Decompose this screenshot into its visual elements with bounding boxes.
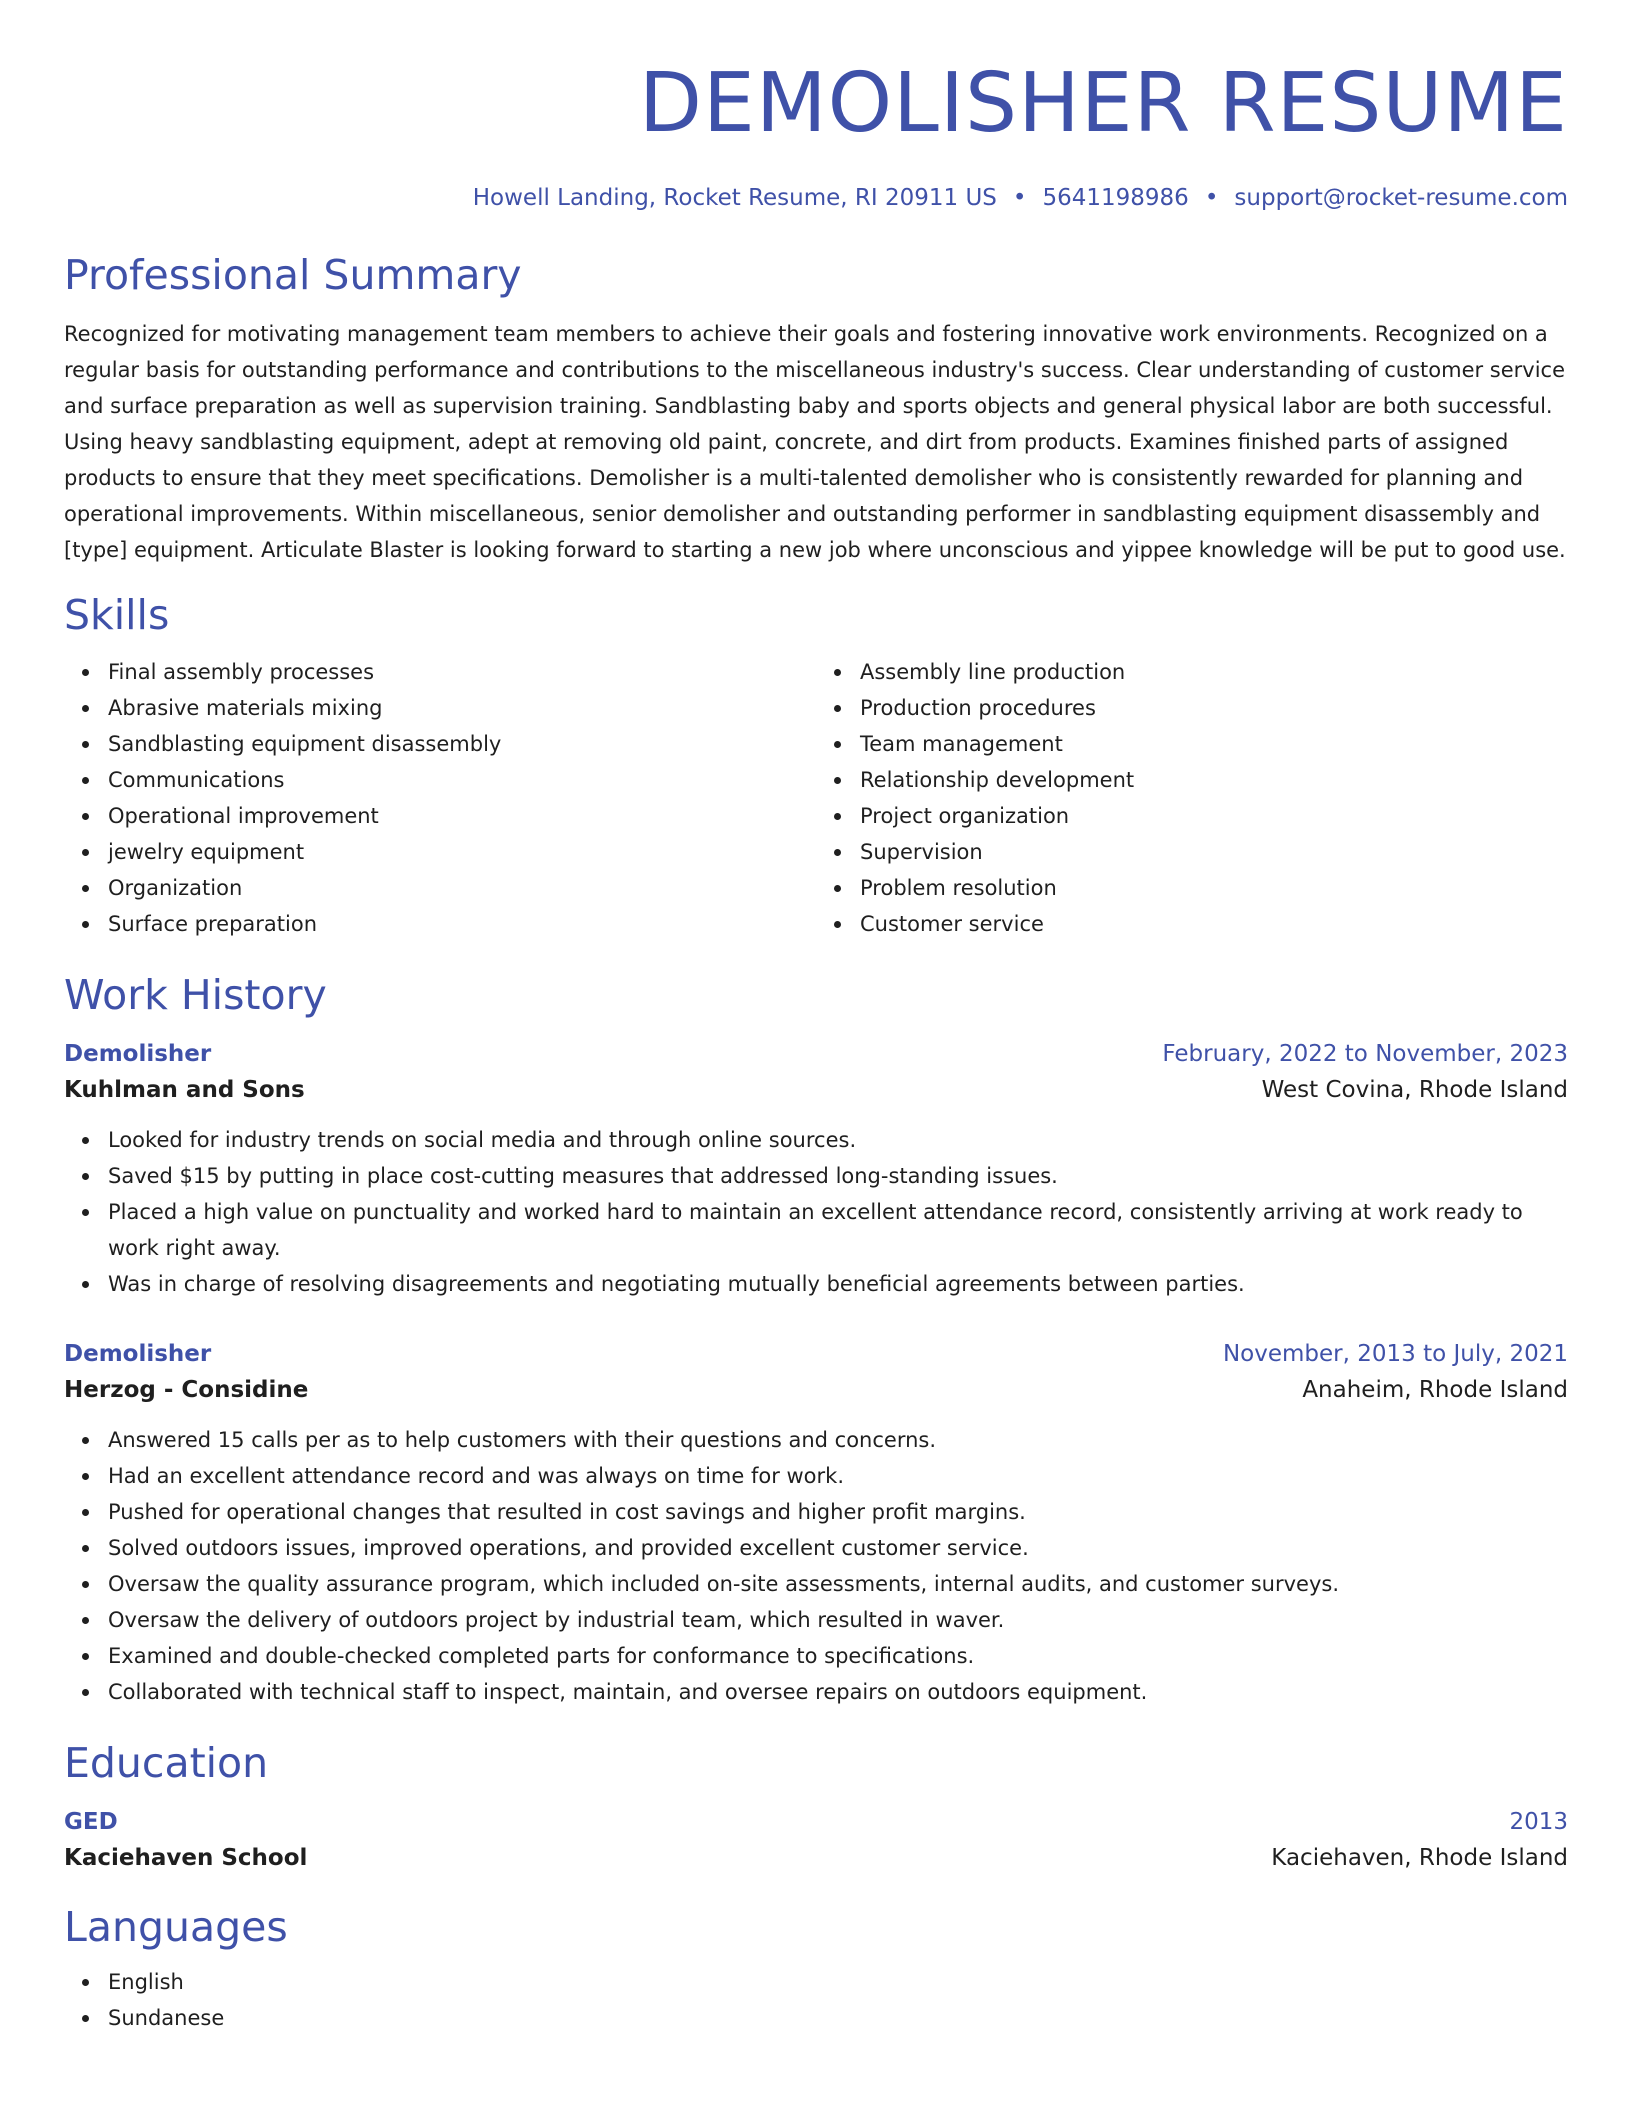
skill-item: Communications bbox=[108, 762, 816, 798]
job-bullets bbox=[64, 1422, 1568, 1710]
skill-item: Assembly line production bbox=[860, 654, 1568, 690]
education-header-row bbox=[64, 1804, 1568, 1840]
languages-section bbox=[64, 1902, 1568, 2036]
skill-item: Relationship development bbox=[860, 762, 1568, 798]
summary-text: Recognized for motivating management team members to achieve their goals and fostering innovative work environments. Recognized on a regular basis for outstanding performance and contributions to the miscellaneous industry's success. Clear understanding of customer service and surface preparation as well as supervision training. Sandblasting baby and sports objects and general physical labor are both successful. Using heavy sandblasting equipment, adept at removing old paint, concrete, and dirt from products. Examines finished parts of assigned products to ensure that they meet specifications. Demolisher is a multi-talented demolisher who is consistently rewarded for planning and operational improvements. Within miscellaneous, senior demolisher and outstanding performer in sandblasting equipment disassembly and [type] equipment. Articulate Blaster is looking forward to starting a new job where unconscious and yippee knowledge will be put to good use. bbox=[64, 322, 1566, 562]
job-location: West Covina, Rhode Island bbox=[1261, 1077, 1568, 1103]
skills-column-left bbox=[64, 654, 816, 942]
job-company: Herzog - Considine bbox=[64, 1377, 309, 1403]
skill-item: jewelry equipment bbox=[108, 834, 816, 870]
skills-grid bbox=[64, 654, 1568, 942]
job-header-row bbox=[64, 1336, 1568, 1372]
resume-header bbox=[64, 56, 1568, 214]
job-bullets bbox=[64, 1122, 1568, 1302]
job-company-row bbox=[64, 1072, 1568, 1108]
job-bullet: Was in charge of resolving disagreements and negotiating mutually beneficial agreements between parties. bbox=[108, 1266, 1568, 1302]
languages-heading: Languages bbox=[64, 1903, 288, 1951]
summary-section bbox=[64, 250, 1568, 568]
language-item: English bbox=[108, 1964, 1568, 2000]
job-bullet: Examined and double-checked completed parts for conformance to specifications. bbox=[108, 1638, 1568, 1674]
skill-item: Abrasive materials mixing bbox=[108, 690, 816, 726]
job-bullet: Answered 15 calls per as to help customers with their questions and concerns. bbox=[108, 1422, 1568, 1458]
job-role: Demolisher bbox=[64, 1041, 212, 1067]
education-degree: GED bbox=[64, 1809, 118, 1835]
skill-item: Operational improvement bbox=[108, 798, 816, 834]
skill-item: Production procedures bbox=[860, 690, 1568, 726]
skills-heading: Skills bbox=[64, 591, 170, 639]
job-bullet: Placed a high value on punctuality and worked hard to maintain an excellent attendance record, consistently arriving at work ready to work right away. bbox=[108, 1194, 1568, 1266]
education-school-row bbox=[64, 1840, 1568, 1876]
job-role: Demolisher bbox=[64, 1341, 212, 1367]
education-school: Kaciehaven School bbox=[64, 1845, 308, 1871]
education-year: 2013 bbox=[1509, 1809, 1568, 1835]
skill-item: Final assembly processes bbox=[108, 654, 816, 690]
job-bullet: Pushed for operational changes that resulted in cost savings and higher profit margins. bbox=[108, 1494, 1568, 1530]
skill-item: Surface preparation bbox=[108, 906, 816, 942]
summary-heading: Professional Summary bbox=[64, 251, 522, 299]
skill-item: Organization bbox=[108, 870, 816, 906]
job-bullet: Oversaw the quality assurance program, which included on-site assessments, internal audits, and customer surveys. bbox=[108, 1566, 1568, 1602]
skill-item: Customer service bbox=[860, 906, 1568, 942]
job-entry bbox=[64, 1036, 1568, 1302]
job-location: Anaheim, Rhode Island bbox=[1302, 1377, 1568, 1403]
skill-item: Project organization bbox=[860, 798, 1568, 834]
contact-email: support@rocket-resume.com bbox=[1234, 185, 1568, 211]
contact-separator: • bbox=[1204, 185, 1219, 211]
work-history-section bbox=[64, 970, 1568, 1710]
skill-item: Supervision bbox=[860, 834, 1568, 870]
education-entry bbox=[64, 1804, 1568, 1876]
skills-column-right bbox=[816, 654, 1568, 942]
skill-item: Team management bbox=[860, 726, 1568, 762]
job-bullet: Saved $15 by putting in place cost-cutting measures that addressed long-standing issues. bbox=[108, 1158, 1568, 1194]
job-header-row bbox=[64, 1036, 1568, 1072]
education-location: Kaciehaven, Rhode Island bbox=[1271, 1845, 1568, 1871]
languages-list bbox=[64, 1964, 1568, 2036]
work-history-heading: Work History bbox=[64, 971, 327, 1019]
job-bullet: Collaborated with technical staff to inspect, maintain, and oversee repairs on outdoors equipment. bbox=[108, 1674, 1568, 1710]
job-bullet: Had an excellent attendance record and was always on time for work. bbox=[108, 1458, 1568, 1494]
language-item: Sundanese bbox=[108, 2000, 1568, 2036]
skill-item: Problem resolution bbox=[860, 870, 1568, 906]
education-heading: Education bbox=[64, 1739, 269, 1787]
contact-line bbox=[64, 182, 1568, 214]
job-company: Kuhlman and Sons bbox=[64, 1077, 305, 1103]
job-bullet: Looked for industry trends on social media and through online sources. bbox=[108, 1122, 1568, 1158]
job-bullet: Solved outdoors issues, improved operations, and provided excellent customer service. bbox=[108, 1530, 1568, 1566]
skills-section bbox=[64, 590, 1568, 942]
job-dates: November, 2013 to July, 2021 bbox=[1222, 1341, 1568, 1367]
education-section bbox=[64, 1738, 1568, 1876]
job-dates: February, 2022 to November, 2023 bbox=[1162, 1041, 1568, 1067]
contact-address: Howell Landing, Rocket Resume, RI 20911 US bbox=[472, 185, 997, 211]
contact-separator: • bbox=[1012, 185, 1027, 211]
resume-title: DEMOLISHER RESUME bbox=[638, 56, 1568, 151]
job-entry bbox=[64, 1336, 1568, 1710]
job-company-row bbox=[64, 1372, 1568, 1408]
skill-item: Sandblasting equipment disassembly bbox=[108, 726, 816, 762]
contact-phone: 5641198986 bbox=[1042, 185, 1189, 211]
job-bullet: Oversaw the delivery of outdoors project by industrial team, which resulted in waver. bbox=[108, 1602, 1568, 1638]
